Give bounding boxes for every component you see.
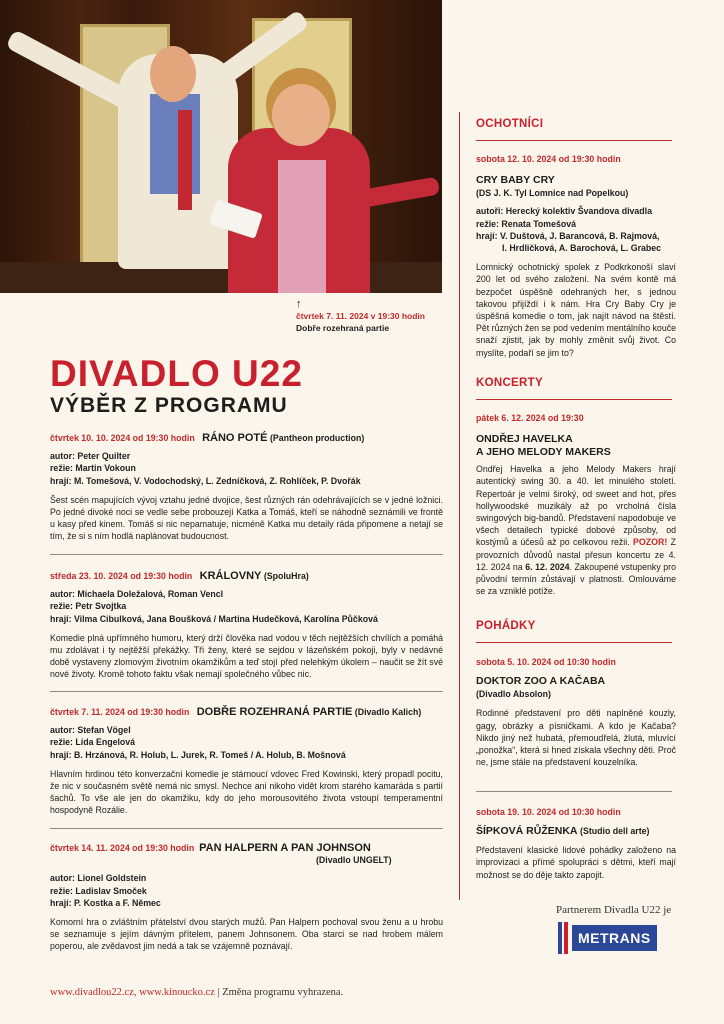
event-name xyxy=(476,825,676,838)
footer-note: Změna programu vyhrazena. xyxy=(222,987,344,998)
event-production: (Studio dell arte) xyxy=(580,826,650,837)
event-header xyxy=(50,432,443,444)
column-divider xyxy=(459,112,460,900)
logo-stripe-red xyxy=(564,922,568,954)
event-date: sobota 5. 10. 2024 od 10:30 hodin xyxy=(476,657,616,667)
event-production: (Divadlo Absolon) xyxy=(476,689,551,700)
event-cast: hrají: B. Hrzánová, R. Holub, L. Jurek, R. Tomeš / A. Holub, B. Mošnová xyxy=(50,749,346,760)
event-ondrej-havelka xyxy=(476,412,676,597)
event-doktor-zoo xyxy=(476,656,676,768)
event-header xyxy=(50,842,443,854)
footer xyxy=(50,987,343,998)
event-director: režie: Ladislav Smoček xyxy=(50,885,147,896)
section-rule xyxy=(476,140,672,141)
event-credits xyxy=(50,588,443,625)
event-description-text: Ondřej Havelka a jeho Melody Makers hrají autentický swing 30. a 40. let minulého století. Repertoár je velmi široký, od sweet and hot, přes hollywoodské muzikály až po vrcholná čísla swingových big-bandů. Představení napodobuje ve všech detailech typické dobové způsoby, od kostýmů a účesů až po celkovou režii. xyxy=(476,464,676,548)
event-cast: hrají: P. Kostka a F. Němec xyxy=(50,897,161,908)
event-sipkova-ruzenka xyxy=(476,806,676,881)
event-credits xyxy=(50,724,443,761)
notice-text-end: . Zakoupené vstupenky pro původní termín zůstávají v platnosti. Omlouváme se za vzniklé potíže. xyxy=(476,561,676,597)
divider xyxy=(50,554,443,555)
section-rule xyxy=(476,642,672,643)
event-name: DOKTOR ZOO A KAČABA xyxy=(476,675,606,688)
event-author: autor: Lionel Goldstein xyxy=(50,873,147,884)
event-cry-baby-cry xyxy=(476,153,676,359)
event-production: (DS J. K. Tyl Lomnice nad Popelkou) xyxy=(476,188,629,199)
event-name: DOBŘE ROZEHRANÁ PARTIE xyxy=(196,706,353,718)
event-name: ONDŘEJ HAVELKA xyxy=(476,433,573,446)
caption-date: čtvrtek 7. 11. 2024 v 19:30 hodin xyxy=(296,311,425,321)
event-name: RÁNO POTÉ xyxy=(202,432,268,444)
event-dobre-rozehrana-partie xyxy=(50,706,443,817)
event-description: Lomnický ochotnický spolek z Podkrkonoší slaví 200 let od svého založení. Na svém kontě má bezpočet úspěšně odehraných her, s jednou takovou přijíždí i k nám. Hra Cry Baby Cry je úspěšná komedie o tom, jak najít návod na štěstí. Pět různých žen se pod vedením mentálního kouče snaží zjistit, jak by mohly změnit svůj život. Co myslíte, podaří se jim to? xyxy=(476,262,677,358)
notice-label: POZOR! xyxy=(633,537,668,548)
event-header xyxy=(50,706,443,718)
event-description xyxy=(476,463,676,597)
event-cast: I. Hrdličková, A. Barochová, L. Grabec xyxy=(502,243,662,254)
event-production: (Divadlo UNGELT) xyxy=(316,855,392,866)
page-title: DIVADLO U22 xyxy=(50,353,303,394)
event-pan-halpern xyxy=(50,842,443,953)
event-description: Představení klasické lidové pohádky založeno na improvizaci a přímé spolupráci s dětmi, kteří mají možnost se do děje takto zapojit. xyxy=(476,845,676,880)
event-date: čtvrtek 7. 11. 2024 od 19:30 hodin xyxy=(50,707,190,717)
footer-separator: | xyxy=(214,987,223,998)
event-header xyxy=(50,570,443,582)
stage-photo xyxy=(0,0,442,293)
event-name: PAN HALPERN A PAN JOHNSON xyxy=(199,842,371,854)
event-date: sobota 12. 10. 2024 od 19:30 hodin xyxy=(476,154,621,164)
logo-stripe-blue xyxy=(558,922,562,954)
caption-title: Dobře rozehraná partie xyxy=(296,323,390,333)
event-production: (SpoluHra) xyxy=(263,571,309,581)
divider xyxy=(50,828,443,829)
event-date: středa 23. 10. 2024 od 19:30 hodin xyxy=(50,571,193,581)
notice-date: 6. 12. 2024 xyxy=(525,561,570,572)
event-credits xyxy=(50,450,443,487)
notice-text: Z provozních důvodů nastal přesun koncertu ze 4. 12. 2024 na xyxy=(476,537,677,572)
event-author: autor: Michaela Doležalová, Roman Vencl xyxy=(50,589,224,600)
event-description: Komorní hra o zvláštním přátelství dvou starých mužů. Pan Halpern pochoval svou ženu a u hrobu se seznamuje s jejím dávným přítelem, panem Johnsonem. Oba starci se nad hrobem málem poperou, ale zvědavost jim nedá a tak se vzájemně poznávají. xyxy=(50,917,443,952)
photo-actress-dress xyxy=(278,160,326,293)
event-date: čtvrtek 14. 11. 2024 od 19:30 hodin xyxy=(50,843,195,853)
event-description: Komedie plná upřímného humoru, který drží člověka nad vodou v těch nejtěžších chvílích a pomáhá mu zdolávat i ty nejtěžší překážky. Tři ženy, které se sejdou v lázeňském pokoji, byly v nedávné době vystaveny zlomovým životním okamžikům a teď stojí před nelehkým úkolem – naučit se žít své nové životy. Kromě tohoto faktu však nemají společného vůbec nic. xyxy=(50,632,443,680)
footer-links[interactable]: www.divadlou22.cz, www.kinoucko.cz xyxy=(50,987,215,998)
event-description: Rodinné představení pro děti naplněné kouzly, gagy, obrázky a písničkami. A kdo je Kačaba? Nikdo jiný než hubatá, přemoudřelá, žlutá, mluvící „ponožka“, která si hned získala všechny děti. Proč ne, jsme stále na představení kouzelníka. xyxy=(476,708,676,768)
event-name-text: ŠÍPKOVÁ RŮŽENKA xyxy=(476,825,578,838)
event-director: režie: Martin Vokoun xyxy=(50,463,136,474)
logo-wordmark: METRANS xyxy=(572,925,657,951)
photo-actor-tie xyxy=(178,110,192,210)
event-description: Šest scén mapujících vývoj vztahu jedné dvojice, šest různých rán odehrávajících se v jedné ložnici. Po jedné divoké noci se vedle sebe probouzejí Katka a Tomáš, kteří se náhodně seznámili ve frontě u kasy před kinem. Tomáš si nic nepamatuje, nicméně Katka mu detaily ráda připomene a netají se tím, že si s ním hodlá naplánovat budoucnost. xyxy=(50,494,443,542)
page-subtitle: VÝBĚR Z PROGRAMU xyxy=(50,394,288,417)
partner-label: Partnerem Divadla U22 je xyxy=(556,904,672,916)
section-heading-ochotnici: OCHOTNÍCI xyxy=(476,118,544,130)
section-heading-pohadky: POHÁDKY xyxy=(476,620,536,632)
event-date: sobota 19. 10. 2024 od 10:30 hodin xyxy=(476,807,621,817)
metrans-logo xyxy=(558,922,672,954)
event-kralovny xyxy=(50,570,443,681)
event-director: režie: Petr Svojtka xyxy=(50,601,127,612)
event-production: (Divadlo Kalich) xyxy=(354,707,422,717)
event-credits xyxy=(50,872,443,909)
divider xyxy=(476,791,672,792)
arrow-up-icon: ↑ xyxy=(296,298,302,310)
event-cast: hrají: M. Tomešová, V. Vodochodský, L. Zedníčková, Z. Rohlíček, P. Dvořák xyxy=(50,475,361,486)
event-cast: hrají: Vilma Cibulková, Jana Boušková / Martina Hudečková, Karolína Půčková xyxy=(50,613,378,624)
section-heading-koncerty: KONCERTY xyxy=(476,377,543,389)
event-cast: hrají: V. Duštová, J. Barancová, B. Rajmová, xyxy=(476,230,660,241)
photo-caption xyxy=(296,298,446,334)
event-rano-pote xyxy=(50,432,443,543)
event-director: režie: Lída Engelová xyxy=(50,737,136,748)
event-date: pátek 6. 12. 2024 od 19:30 xyxy=(476,413,584,423)
event-director: režie: Renata Tomešová xyxy=(476,218,577,229)
event-name: KRÁLOVNY xyxy=(199,570,262,582)
event-author: autor: Stefan Vögel xyxy=(50,725,131,736)
photo-actor-head xyxy=(150,46,196,102)
event-author: autor: Peter Quilter xyxy=(50,451,131,462)
event-name: CRY BABY CRY xyxy=(476,174,555,187)
event-authors: autoři: Herecký kolektiv Švandova divadla xyxy=(476,206,653,217)
divider xyxy=(50,691,443,692)
event-production: (Pantheon production) xyxy=(269,433,365,443)
event-description: Hlavním hrdinou této konverzační komedie je stárnoucí vdovec Fred Kowinski, který propadl pocitu, že nic v současném světě nemá nic smysl. Nechce ani nikoho vidět krom starého kamaráda s partií šachů. To vše ale jen do okamžiku, kdy do jeho morousovitého života vstoupí temperamentní hospodyně Rozálie. xyxy=(50,768,443,816)
photo-actress-head xyxy=(272,84,330,146)
section-rule xyxy=(476,399,672,400)
photo-actor-shirt xyxy=(150,94,200,194)
event-date: čtvrtek 10. 10. 2024 od 19:30 hodin xyxy=(50,433,195,443)
event-name-line2: A JEHO MELODY MAKERS xyxy=(476,446,611,459)
